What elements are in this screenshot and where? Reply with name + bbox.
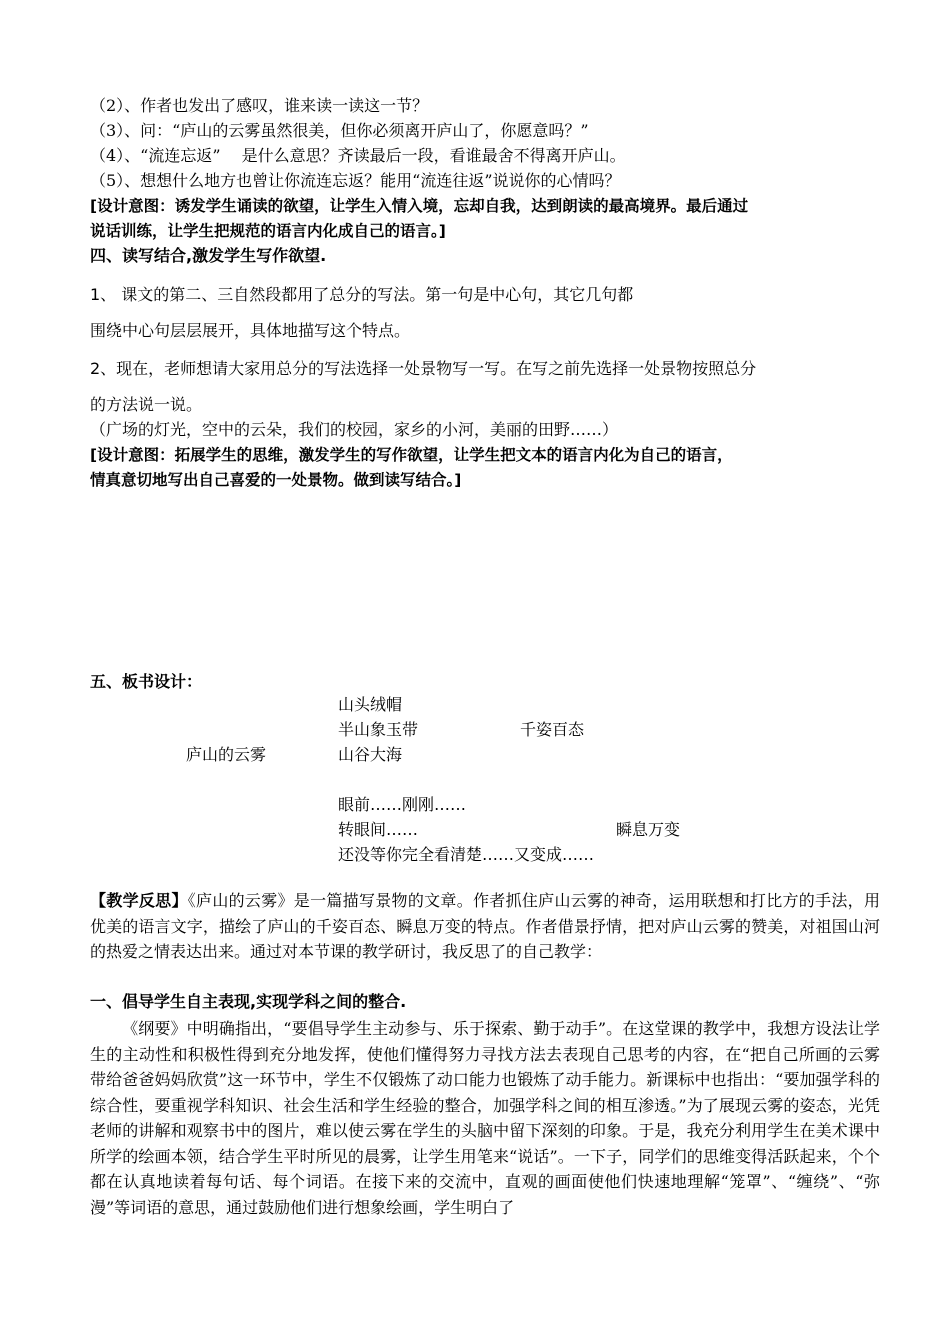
board-title: 庐山的云雾 [186, 745, 267, 764]
section-4-point-1-line1: 1、 课文的第二、三自然段都用了总分的写法。第一句是中心句，其它几句都 [90, 285, 634, 304]
section-4-point-2-line2: 的方法说一说。 [90, 395, 203, 414]
section-4-point-1-line2: 围绕中心句层层展开，具体地描写这个特点。 [90, 321, 411, 340]
section-5-heading: 五、板书设计： [90, 672, 203, 691]
design-intent-2-line1: [设计意图：拓展学生的思维，激发学生的写作欲望，让学生把文本的语言内化为自己的语言， [90, 446, 733, 464]
reflection-body-1 [90, 1016, 880, 1220]
section-4-examples: （广场的灯光，空中的云朵，我们的校园，家乡的小河，美丽的田野……） [90, 420, 619, 439]
board-item-6: 还没等你完全看清楚……又变成…… [338, 845, 595, 864]
question-3: （3）、问：“庐山的云雾虽然很美，但你必须离开庐山了，你愿意吗？” [90, 121, 589, 140]
question-5: （5）、想想什么地方也曾让你流连忘返？能用“流连往返”说说你的心情吗？ [90, 171, 621, 190]
reflection-body-1-text: 《纲要》中明确指出，“要倡导学生主动参与、乐于探索、勤于动手”。在这堂课的教学中，我想方设法让学生的主动性和积极性得到充分地发挥，使他们懂得努力寻找方法去表现自己思考的内容，在“把自己所画的云雾带给爸爸妈妈欣赏”这一环节中，学生不仅锻炼了动口能力也锻炼了动手能力。新课标中也指出：“要加强学科的综合性，要重视学科知识、社会生活和学生经验的整合，加强学科之间的相互渗透。”为了展现云雾的姿态，光凭老师的讲解和观察书中的图片，难以使云雾在学生的头脑中留下深刻的印象。于是，我充分利用学生在美术课中所学的绘画本领，结合学生平时所见的晨雾，让学生用笔来“说话”。一下子，同学们的思维变得活跃起来，个个都在认真地读着每句话、每个词语。在接下来的交流中，直观的画面使他们快速地理解“笼罩”、“缠绕”、“弥漫”等词语的意思，通过鼓励他们进行想象绘画，学生明白了 [90, 1019, 880, 1217]
board-summary-1: 千姿百态 [520, 720, 585, 739]
question-2: （2）、作者也发出了感叹，谁来读一读这一节？ [90, 96, 429, 115]
board-item-4: 眼前……刚刚…… [338, 795, 467, 814]
question-4: （4）、“流连忘返” 是什么意思？齐读最后一段，看谁最舍不得离开庐山。 [90, 146, 626, 165]
section-4-point-2-line1: 2、现在，老师想请大家用总分的写法选择一处景物写一写。在写之前先选择一处景物按照总分 [90, 359, 757, 378]
reflection-intro [90, 888, 880, 965]
board-summary-2: 瞬息万变 [616, 820, 681, 839]
board-item-1: 山头绒帽 [338, 695, 403, 714]
board-item-2: 半山象玉带 [338, 720, 419, 739]
board-item-5: 转眼间…… [338, 820, 419, 839]
reflection-intro-text: 《庐山的云雾》是一篇描写景物的文章。作者抓住庐山云雾的神奇，运用联想和打比方的手法，用优美的语言文字，描绘了庐山的千姿百态、瞬息万变的特点。作者借景抒情，把对庐山云雾的赞美，对祖国山河的热爱之情表达出来。通过对本节课的教学研讨，我反思了的自己教学： [90, 891, 880, 961]
reflection-heading-1: 一、倡导学生自主表现,实现学科之间的整合. [90, 992, 407, 1011]
design-intent-1-line1: [设计意图：诱发学生诵读的欲望，让学生入情入境，忘却自我，达到朗读的最高境界。最后通过 [90, 197, 749, 215]
design-intent-2-line2: 情真意切地写出自己喜爱的一处景物。做到读写结合。] [90, 471, 462, 489]
design-intent-1-line2: 说话训练，让学生把规范的语言内化成自己的语言。] [90, 222, 446, 240]
board-item-3: 山谷大海 [338, 745, 403, 764]
reflection-label: 【教学反思】 [90, 891, 188, 910]
section-4-heading: 四、读写结合,激发学生写作欲望. [90, 246, 327, 265]
